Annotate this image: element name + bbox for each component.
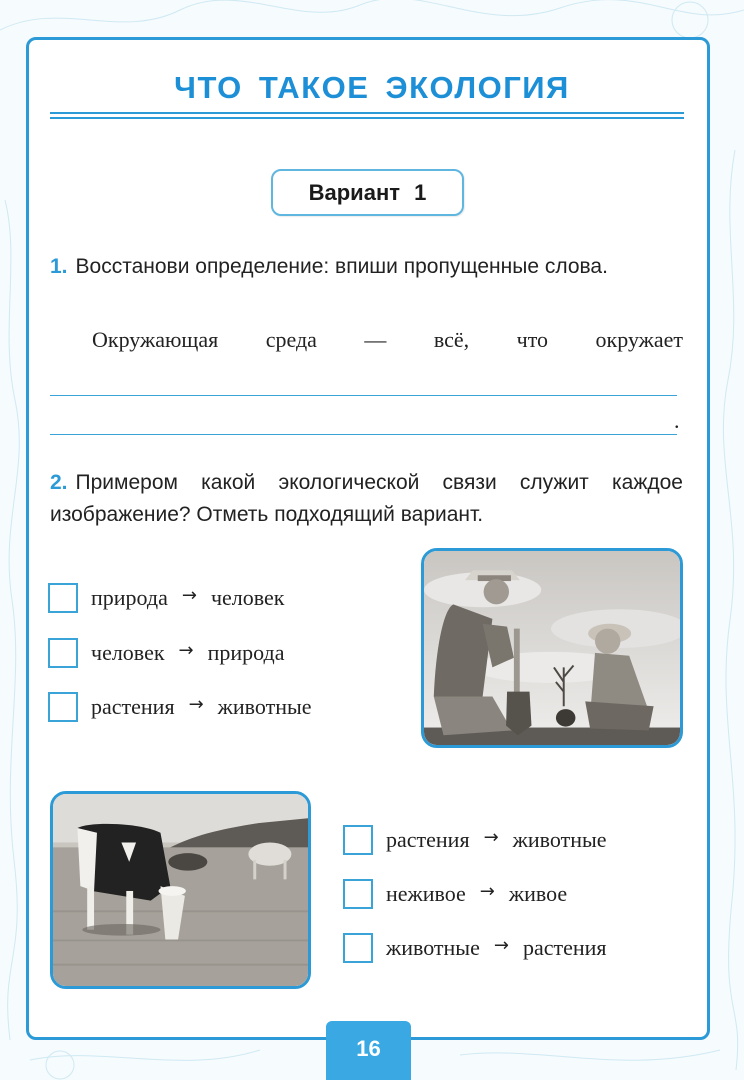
planting-tree-photo (421, 548, 683, 748)
page-title: ЧТО ТАКОЕ ЭКОЛОГИЯ (174, 70, 570, 105)
arrow-right-icon: → (181, 585, 197, 606)
task-2-text: Примером какой экологической связи служит каждое изображение? Отметь подходящий вариант. (50, 471, 683, 526)
option-label (386, 881, 567, 907)
option-label (91, 694, 312, 720)
arrow-right-icon: → (178, 640, 194, 661)
task-1-instruction (50, 251, 683, 283)
option-plants-to-animals[interactable] (48, 692, 312, 722)
answer-line-1[interactable] (50, 395, 677, 396)
sentence-word: что (516, 327, 549, 352)
option-to: животные (512, 827, 607, 852)
option-nature-to-human[interactable] (48, 583, 285, 613)
sentence-word: Окружающая (92, 327, 219, 352)
option-from: растения (386, 827, 470, 852)
checkbox[interactable] (343, 879, 373, 909)
checkbox[interactable] (48, 638, 78, 668)
arrow-right-icon: → (479, 881, 495, 902)
option-to: природа (207, 640, 285, 665)
option-label (91, 585, 285, 611)
variant-badge: Вариант 1 (271, 169, 464, 216)
option-to: человек (210, 585, 285, 610)
option-nonliving-to-living[interactable] (343, 879, 567, 909)
option-from: неживое (386, 881, 466, 906)
checkbox[interactable] (343, 825, 373, 855)
sentence-word: всё, (433, 327, 470, 352)
sentence-word: — (364, 327, 387, 352)
task-1-number: 1. (50, 255, 68, 278)
option-plants-to-animals-2[interactable] (343, 825, 607, 855)
option-to: живое (508, 881, 568, 906)
cows-grazing-photo (50, 791, 311, 989)
definition-sentence (92, 327, 683, 353)
option-to: животные (217, 694, 312, 719)
option-label (91, 640, 285, 666)
answer-line-2[interactable] (50, 434, 677, 435)
task-2-number: 2. (50, 471, 68, 494)
arrow-right-icon: → (188, 694, 204, 715)
page-number-tab: 16 (326, 1021, 411, 1080)
sentence-word: среда (265, 327, 317, 352)
option-label (386, 827, 607, 853)
option-human-to-nature[interactable] (48, 638, 285, 668)
option-from: животные (386, 935, 480, 960)
arrow-right-icon: → (493, 935, 509, 956)
option-from: природа (91, 585, 168, 610)
option-label (386, 935, 607, 961)
sentence-end-period: . (674, 408, 680, 433)
option-to: растения (522, 935, 607, 960)
title-double-underline (50, 112, 684, 119)
checkbox[interactable] (343, 933, 373, 963)
checkbox[interactable] (48, 692, 78, 722)
option-animals-to-plants[interactable] (343, 933, 607, 963)
option-from: человек (91, 640, 165, 665)
task-2-instruction (50, 467, 683, 531)
arrow-right-icon: → (483, 827, 499, 848)
checkbox[interactable] (48, 583, 78, 613)
option-from: растения (91, 694, 175, 719)
task-1-text: Восстанови определение: впиши пропущенные слова. (75, 255, 608, 278)
sentence-word: окружает (595, 327, 683, 352)
